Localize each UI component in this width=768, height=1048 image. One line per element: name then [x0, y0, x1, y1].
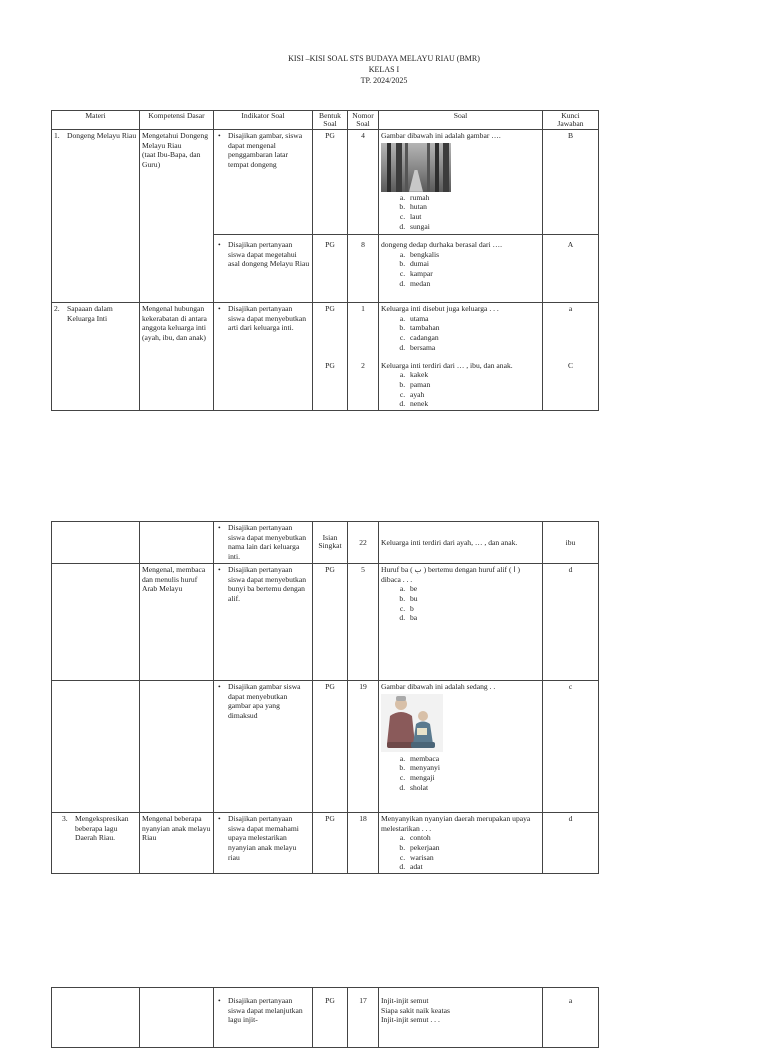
option-item: d. medan: [407, 279, 540, 289]
materi-text: Mengekspresikan beberapa lagu Daerah Riau.: [75, 813, 129, 843]
materi-cell: [52, 522, 140, 564]
nomor-cell: 5: [348, 563, 379, 680]
kd-cell: Mengenal, membaca dan menulis huruf Arab Melayu: [140, 563, 214, 680]
materi-cell: [52, 680, 140, 812]
bentuk-cell: PG: [313, 130, 348, 235]
soal-cell: [379, 235, 543, 303]
question-text: Keluarga inti disebut juga keluarga . . .: [381, 304, 499, 313]
materi-text: Dongeng Melayu Riau: [67, 131, 137, 140]
table-row: [52, 988, 599, 1048]
bentuk-cell: PG: [313, 988, 348, 1048]
soal-cell: [379, 680, 543, 812]
header-soal: Soal: [379, 111, 543, 130]
materi-cell: [52, 988, 140, 1048]
lyric-line: Injit-injit semut . . .: [381, 1015, 440, 1025]
option-item: a. rumah: [407, 193, 540, 203]
kisi-table-page-3: [51, 987, 599, 1048]
nomor-cell: 17: [348, 988, 379, 1048]
option-item: b. hutan: [407, 202, 540, 212]
nomor-cell: 22: [348, 522, 379, 564]
indikator-cell: • Disajikan pertanyaan siswa dapat menyebutkan arti dari keluarga inti.: [214, 303, 313, 411]
indikator-cell: • Disajikan pertanyaan siswa dapat megetahui asal dongeng Melayu Riau: [214, 235, 313, 303]
class-label: KELAS I: [368, 64, 400, 74]
lyric-line: Injit-injit semut: [381, 996, 429, 1005]
header-kunci-jawaban: Kunci Jawaban: [543, 111, 599, 130]
forest-image: [381, 143, 451, 192]
option-item: c. b: [407, 604, 540, 614]
school-year: TP. 2024/2025: [360, 75, 408, 85]
kunci-cell: a: [543, 988, 599, 1048]
option-item: a. kakek: [407, 370, 540, 380]
option-item: c. warisan: [407, 853, 540, 863]
answer-options: [381, 754, 540, 793]
kd-cell: [140, 680, 214, 812]
table-row: [52, 130, 599, 235]
kd-cell: [140, 522, 214, 564]
option-item: a. bengkalis: [407, 250, 540, 260]
materi-cell: 1. Dongeng Melayu Riau: [52, 130, 140, 303]
option-item: b. tambahan: [407, 323, 540, 333]
bentuk-cell: Isian Singkat: [313, 522, 348, 564]
kunci-cell: C: [543, 360, 599, 411]
header-bentuk-soal: Bentuk Soal: [313, 111, 348, 130]
soal-cell: [379, 988, 543, 1048]
soal-cell: [379, 563, 543, 680]
praying-figures-image: [381, 694, 443, 752]
answer-options: [381, 193, 540, 232]
option-item: a. membaca: [407, 754, 540, 764]
question-text: Keluarga inti terdiri dari … , ibu, dan anak.: [381, 360, 513, 370]
soal-cell: [379, 360, 543, 411]
soal-cell: [379, 130, 543, 235]
kunci-cell: B: [543, 130, 599, 235]
option-item: b. menyanyi: [407, 763, 540, 773]
kunci-cell: c: [543, 680, 599, 812]
soal-cell: [379, 812, 543, 873]
kd-cell: [140, 988, 214, 1048]
materi-cell: 2. Sapaaan dalam Keluarga Inti: [52, 303, 140, 411]
option-item: b. pekerjaan: [407, 843, 540, 853]
kd-cell: Mengenal beberapa nyanyian anak melayu Riau: [140, 812, 214, 873]
option-item: a. be: [407, 584, 540, 594]
option-item: d. nenek: [407, 399, 540, 409]
kisi-table-page-2: [51, 521, 599, 874]
table-header-row: [52, 111, 599, 130]
nomor-cell: 18: [348, 812, 379, 873]
kunci-cell: d: [543, 563, 599, 680]
option-item: c. mengaji: [407, 773, 540, 783]
nomor-cell: 19: [348, 680, 379, 812]
option-item: b. bu: [407, 594, 540, 604]
option-item: c. kampar: [407, 269, 540, 279]
table-row: [52, 680, 599, 812]
option-item: a. contoh: [407, 833, 540, 843]
indikator-cell: • Disajikan pertanyaan siswa dapat menyebutkan bunyi ba bertemu dengan alif.: [214, 563, 313, 680]
materi-cell: 3. Mengekspresikan beberapa lagu Daerah Riau.: [52, 812, 140, 873]
option-item: d. bersama: [407, 343, 540, 353]
bentuk-cell: PG: [313, 812, 348, 873]
header-materi: Materi: [52, 111, 140, 130]
option-item: b. dumai: [407, 259, 540, 269]
option-item: b. paman: [407, 380, 540, 390]
table-row: [52, 812, 599, 873]
header-nomor-soal: Nomor Soal: [348, 111, 379, 130]
document-title: KISI –KISI SOAL STS BUDAYA MELAYU RIAU (BMR): [288, 54, 480, 63]
question-text: Menyanyikan nyanyian daerah merupakan upaya melestarikan . . .: [381, 813, 531, 833]
answer-options: [381, 250, 540, 289]
nomor-cell: 2: [348, 360, 379, 411]
nomor-cell: 8: [348, 235, 379, 303]
header-kompetensi-dasar: Kompetensi Dasar: [140, 111, 214, 130]
option-item: c. ayah: [407, 390, 540, 400]
header-indikator: Indikator Soal: [214, 111, 313, 130]
soal-cell: [379, 303, 543, 360]
table-row: [52, 522, 599, 564]
question-text: Huruf ba ( ب ) bertemu dengan huruf alif ( ا ) dibaca . . .: [381, 564, 520, 584]
bentuk-cell: PG: [313, 303, 348, 360]
indikator-cell: • Disajikan gambar siswa dapat menyebutkan gambar apa yang dimaksud: [214, 680, 313, 812]
option-item: d. sungai: [407, 222, 540, 232]
question-text: Gambar dibawah ini adalah sedang . .: [381, 681, 496, 691]
lyric-line: Siapa sakit naik keatas: [381, 1005, 450, 1015]
option-item: d. adat: [407, 862, 540, 872]
kisi-table-page-1: [51, 110, 599, 411]
option-item: d. ba: [407, 613, 540, 623]
kunci-cell: A: [543, 235, 599, 303]
indikator-cell: • Disajikan pertanyaan siswa dapat memahami upaya melestarikan nyanyian anak melayu riau: [214, 812, 313, 873]
option-item: d. sholat: [407, 783, 540, 793]
indikator-cell: • Disajikan gambar, siswa dapat mengenal penggambaran latar tempat dongeng: [214, 130, 313, 235]
question-text: Gambar dibawah ini adalah gambar ….: [381, 131, 501, 140]
nomor-cell: 1: [348, 303, 379, 360]
bentuk-cell: PG: [313, 680, 348, 812]
indikator-cell: • Disajikan pertanyaan siswa dapat melanjutkan lagu injit-: [214, 988, 313, 1048]
bentuk-cell: PG: [313, 360, 348, 411]
option-item: c. laut: [407, 212, 540, 222]
kunci-cell: ibu: [543, 522, 599, 564]
kunci-cell: a: [543, 303, 599, 360]
answer-options: [381, 370, 540, 409]
nomor-cell: 4: [348, 130, 379, 235]
answer-options: [381, 314, 540, 353]
option-item: a. utama: [407, 314, 540, 324]
indikator-cell: • Disajikan pertanyaan siswa dapat menyebutkan nama lain dari keluarga inti.: [214, 522, 313, 564]
document-header: [0, 54, 768, 86]
option-item: c. cadangan: [407, 333, 540, 343]
question-text: dongeng dedap durhaka berasal dari ….: [381, 240, 503, 249]
table-row: [52, 303, 599, 360]
soal-cell: Keluarga inti terdiri dari ayah, … , dan anak.: [379, 522, 543, 564]
table-row: [52, 563, 599, 680]
kunci-cell: d: [543, 812, 599, 873]
bentuk-cell: PG: [313, 563, 348, 680]
bentuk-cell: PG: [313, 235, 348, 303]
materi-text: Sapaaan dalam Keluarga Inti: [67, 304, 113, 323]
kd-cell: Mengetahui Dongeng Melayu Riau (taat Ibu-Bapa, dan Guru): [140, 130, 214, 303]
answer-options: [381, 833, 540, 872]
materi-cell: [52, 563, 140, 680]
kd-cell: Mengenal hubungan kekerabatan di antara anggota keluarga inti (ayah, ibu, dan anak): [140, 303, 214, 411]
answer-options: [381, 584, 540, 623]
